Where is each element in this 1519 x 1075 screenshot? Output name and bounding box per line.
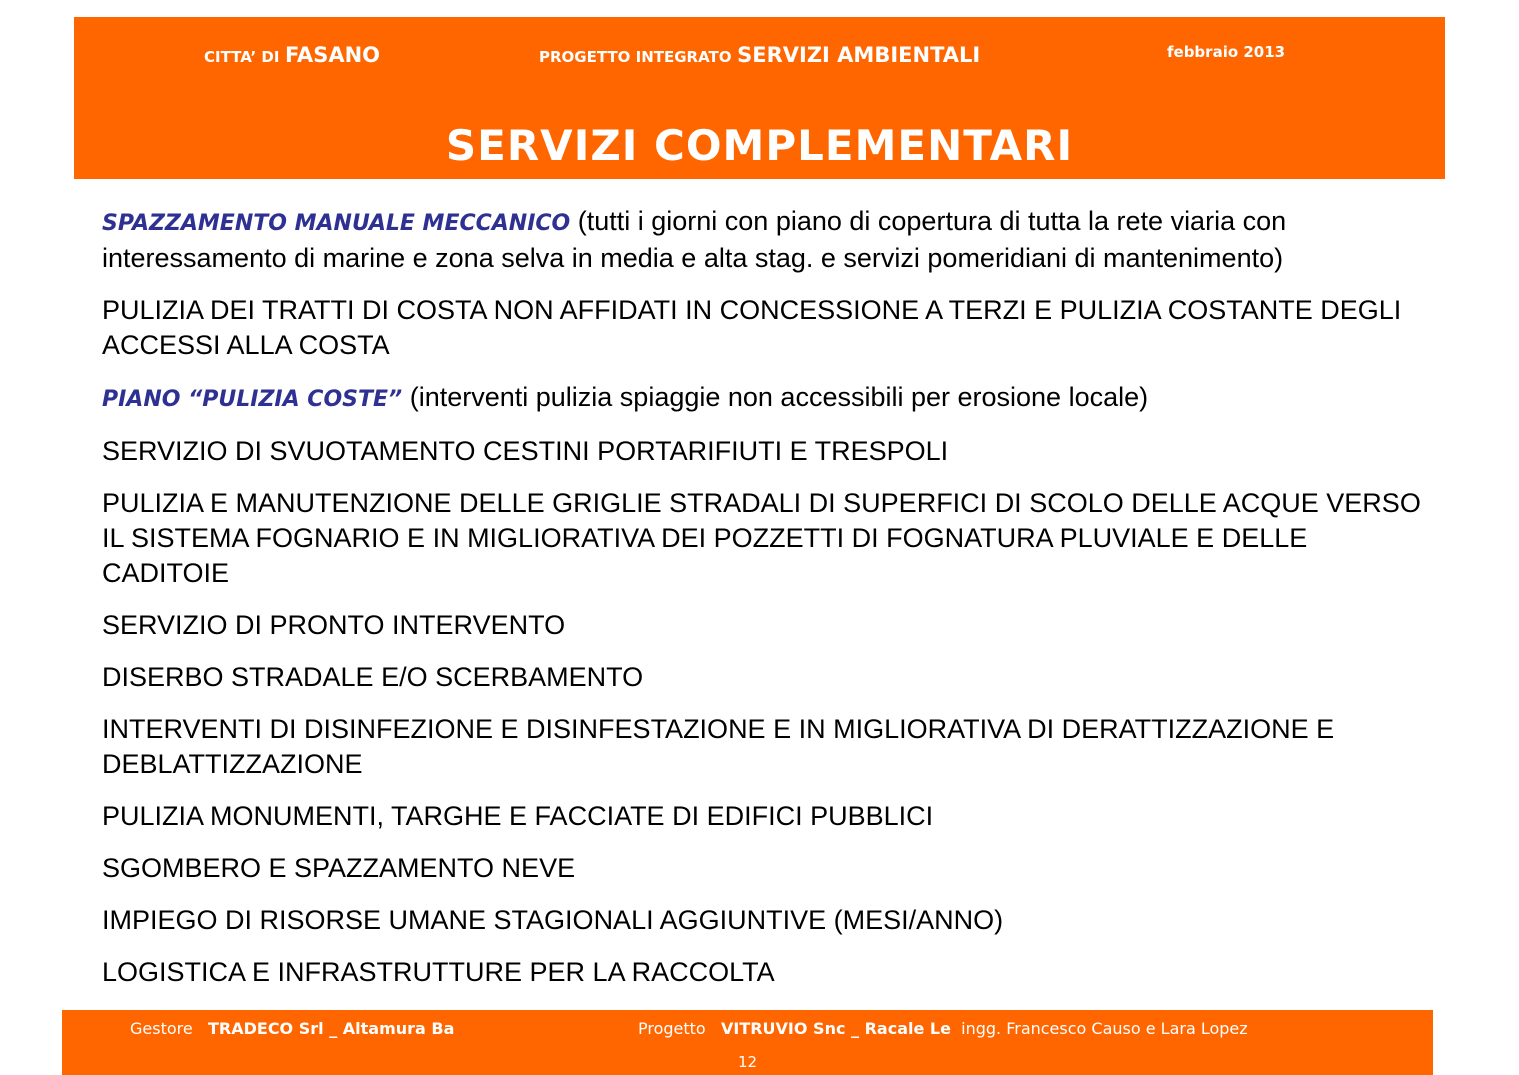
item-text: PULIZIA DEI TRATTI DI COSTA NON AFFIDATI IN CONCESSIONE A TERZI E PULIZIA COSTANTE DEGLI ACCESSI ALLA COSTA <box>102 295 1402 360</box>
footer-manager <box>130 1019 454 1038</box>
item-text: (tutti i giorni con piano di copertura di tutta la rete viaria con interessamento di marine e zona selva in media e alta stag. e servizi pomeridiani di mantenimento) <box>102 206 1287 273</box>
header-banner <box>74 17 1445 179</box>
list-item <box>102 204 1432 276</box>
header-date: febbraio 2013 <box>1167 43 1286 61</box>
item-text: PULIZIA MONUMENTI, TARGHE E FACCIATE DI EDIFICI PUBBLICI <box>102 801 934 831</box>
list-item <box>102 660 1432 695</box>
project-prefix: PROGETTO INTEGRATO <box>539 48 732 66</box>
item-emphasis: SPAZZAMENTO MANUALE MECCANICO <box>102 211 571 236</box>
list-item <box>102 293 1432 363</box>
city-prefix: CITTA’ DI <box>204 48 280 66</box>
list-item <box>102 955 1432 990</box>
engineers: ingg. Francesco Causo e Lara Lopez <box>961 1019 1248 1038</box>
item-text: DISERBO STRADALE E/O SCERBAMENTO <box>102 662 644 692</box>
project-name: SERVIZI AMBIENTALI <box>737 43 981 67</box>
item-text: LOGISTICA E INFRASTRUTTURE PER LA RACCOLTA <box>102 957 775 987</box>
item-text: (interventi pulizia spiaggie non accessibili per erosione locale) <box>402 382 1149 412</box>
list-item <box>102 608 1432 643</box>
list-item <box>102 434 1432 469</box>
item-text: SERVIZIO DI PRONTO INTERVENTO <box>102 610 566 640</box>
item-text: SERVIZIO DI SVUOTAMENTO CESTINI PORTARIFIUTI E TRESPOLI <box>102 436 949 466</box>
header-info-line <box>74 43 1445 73</box>
manager-label: Gestore <box>130 1019 193 1038</box>
item-text: SGOMBERO E SPAZZAMENTO NEVE <box>102 853 576 883</box>
list-item <box>102 486 1432 591</box>
project-label <box>539 43 980 67</box>
page-title: SERVIZI COMPLEMENTARI <box>445 121 1074 170</box>
list-item <box>102 851 1432 886</box>
list-item <box>102 380 1432 417</box>
manager-name: TRADECO Srl _ Altamura Ba <box>207 1019 455 1038</box>
footer-project <box>638 1019 1248 1038</box>
project-name-footer: VITRUVIO Snc _ Racale Le <box>720 1019 951 1038</box>
page-number: 12 <box>737 1053 758 1071</box>
services-list <box>102 204 1432 1007</box>
list-item <box>102 799 1432 834</box>
item-text: IMPIEGO DI RISORSE UMANE STAGIONALI AGGIUNTIVE (MESI/ANNO) <box>102 905 1004 935</box>
city-label <box>204 43 380 67</box>
footer-banner <box>62 1010 1433 1075</box>
project-label-footer: Progetto <box>638 1019 706 1038</box>
list-item <box>102 903 1432 938</box>
list-item <box>102 712 1432 782</box>
item-emphasis: PIANO “PULIZIA COSTE” <box>102 387 403 412</box>
item-text: PULIZIA E MANUTENZIONE DELLE GRIGLIE STRADALI DI SUPERFICI DI SCOLO DELLE ACQUE VERSO IL SISTEMA FOGNARIO E IN MIGLIORATIVA DEI POZZETTI DI FOGNATURA PLUVIALE E DELLE CADITOIE <box>102 488 1421 588</box>
item-text: INTERVENTI DI DISINFEZIONE E DISINFESTAZIONE E IN MIGLIORATIVA DI DERATTIZZAZIONE E DEBLATTIZZAZIONE <box>102 714 1335 779</box>
city-name: FASANO <box>285 43 380 67</box>
